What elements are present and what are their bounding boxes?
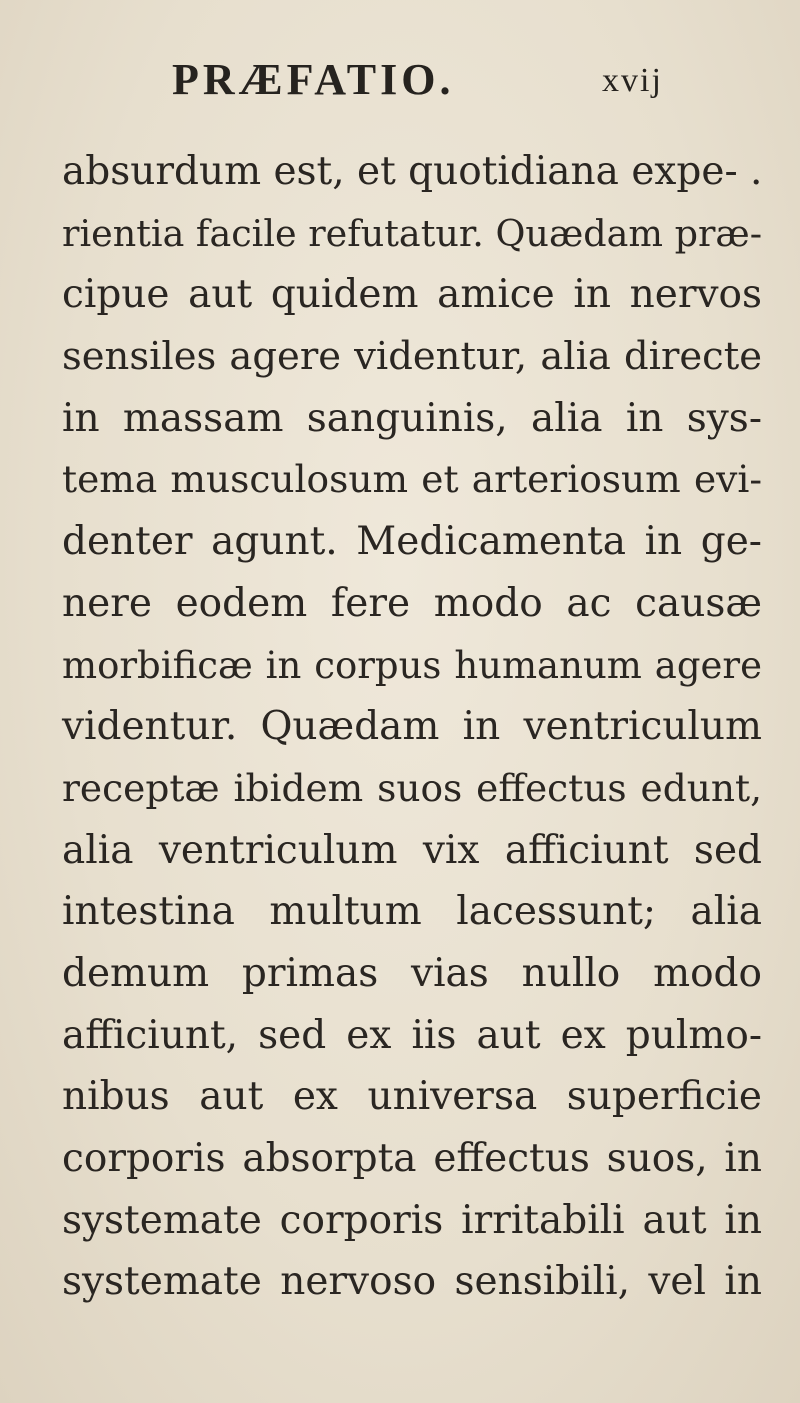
text-line: sensiles agere videntur, alia directe [62,334,762,380]
text-line: intestina multum lacessunt; alia [62,889,762,935]
text-line: systemate corporis irritabili aut in [62,1197,762,1243]
text-line: nere eodem fere modo ac causæ [62,580,762,626]
text-line: afficiunt, sed ex iis aut ex pulmo- [62,1012,762,1058]
text-line: demum primas vias nullo modo [62,950,762,996]
text-line: receptæ ibidem suos effectus edunt, [62,765,762,810]
text-line: cipue aut quidem amice in nervos [62,272,762,318]
running-title: PRÆFATIO. [172,55,455,104]
text-line: videntur. Quædam in ventriculum [62,704,762,750]
text-line: systemate nervoso sensibili, vel in [62,1259,762,1305]
text-line: corporis absorpta effectus suos, in [62,1136,762,1181]
running-head [0,48,800,108]
text-line: alia ventriculum vix afficiunt sed [62,827,762,873]
text-line: denter agunt. Medicamenta in ge- [62,519,762,565]
body-text [62,141,762,1313]
text-line: in massam sanguinis, alia in sys- [62,395,762,441]
text-line: tema musculosum et arteriosum evi- [62,457,762,502]
page-number: xvij [602,62,663,99]
text-line: absurdum est, et quotidiana expe- . [62,149,763,194]
text-line: rientia facile refutatur. Quædam præ- [62,211,763,255]
text-line: nibus aut ex universa superficie [62,1074,762,1120]
text-line: morbificæ in corpus humanum agere [62,643,762,687]
